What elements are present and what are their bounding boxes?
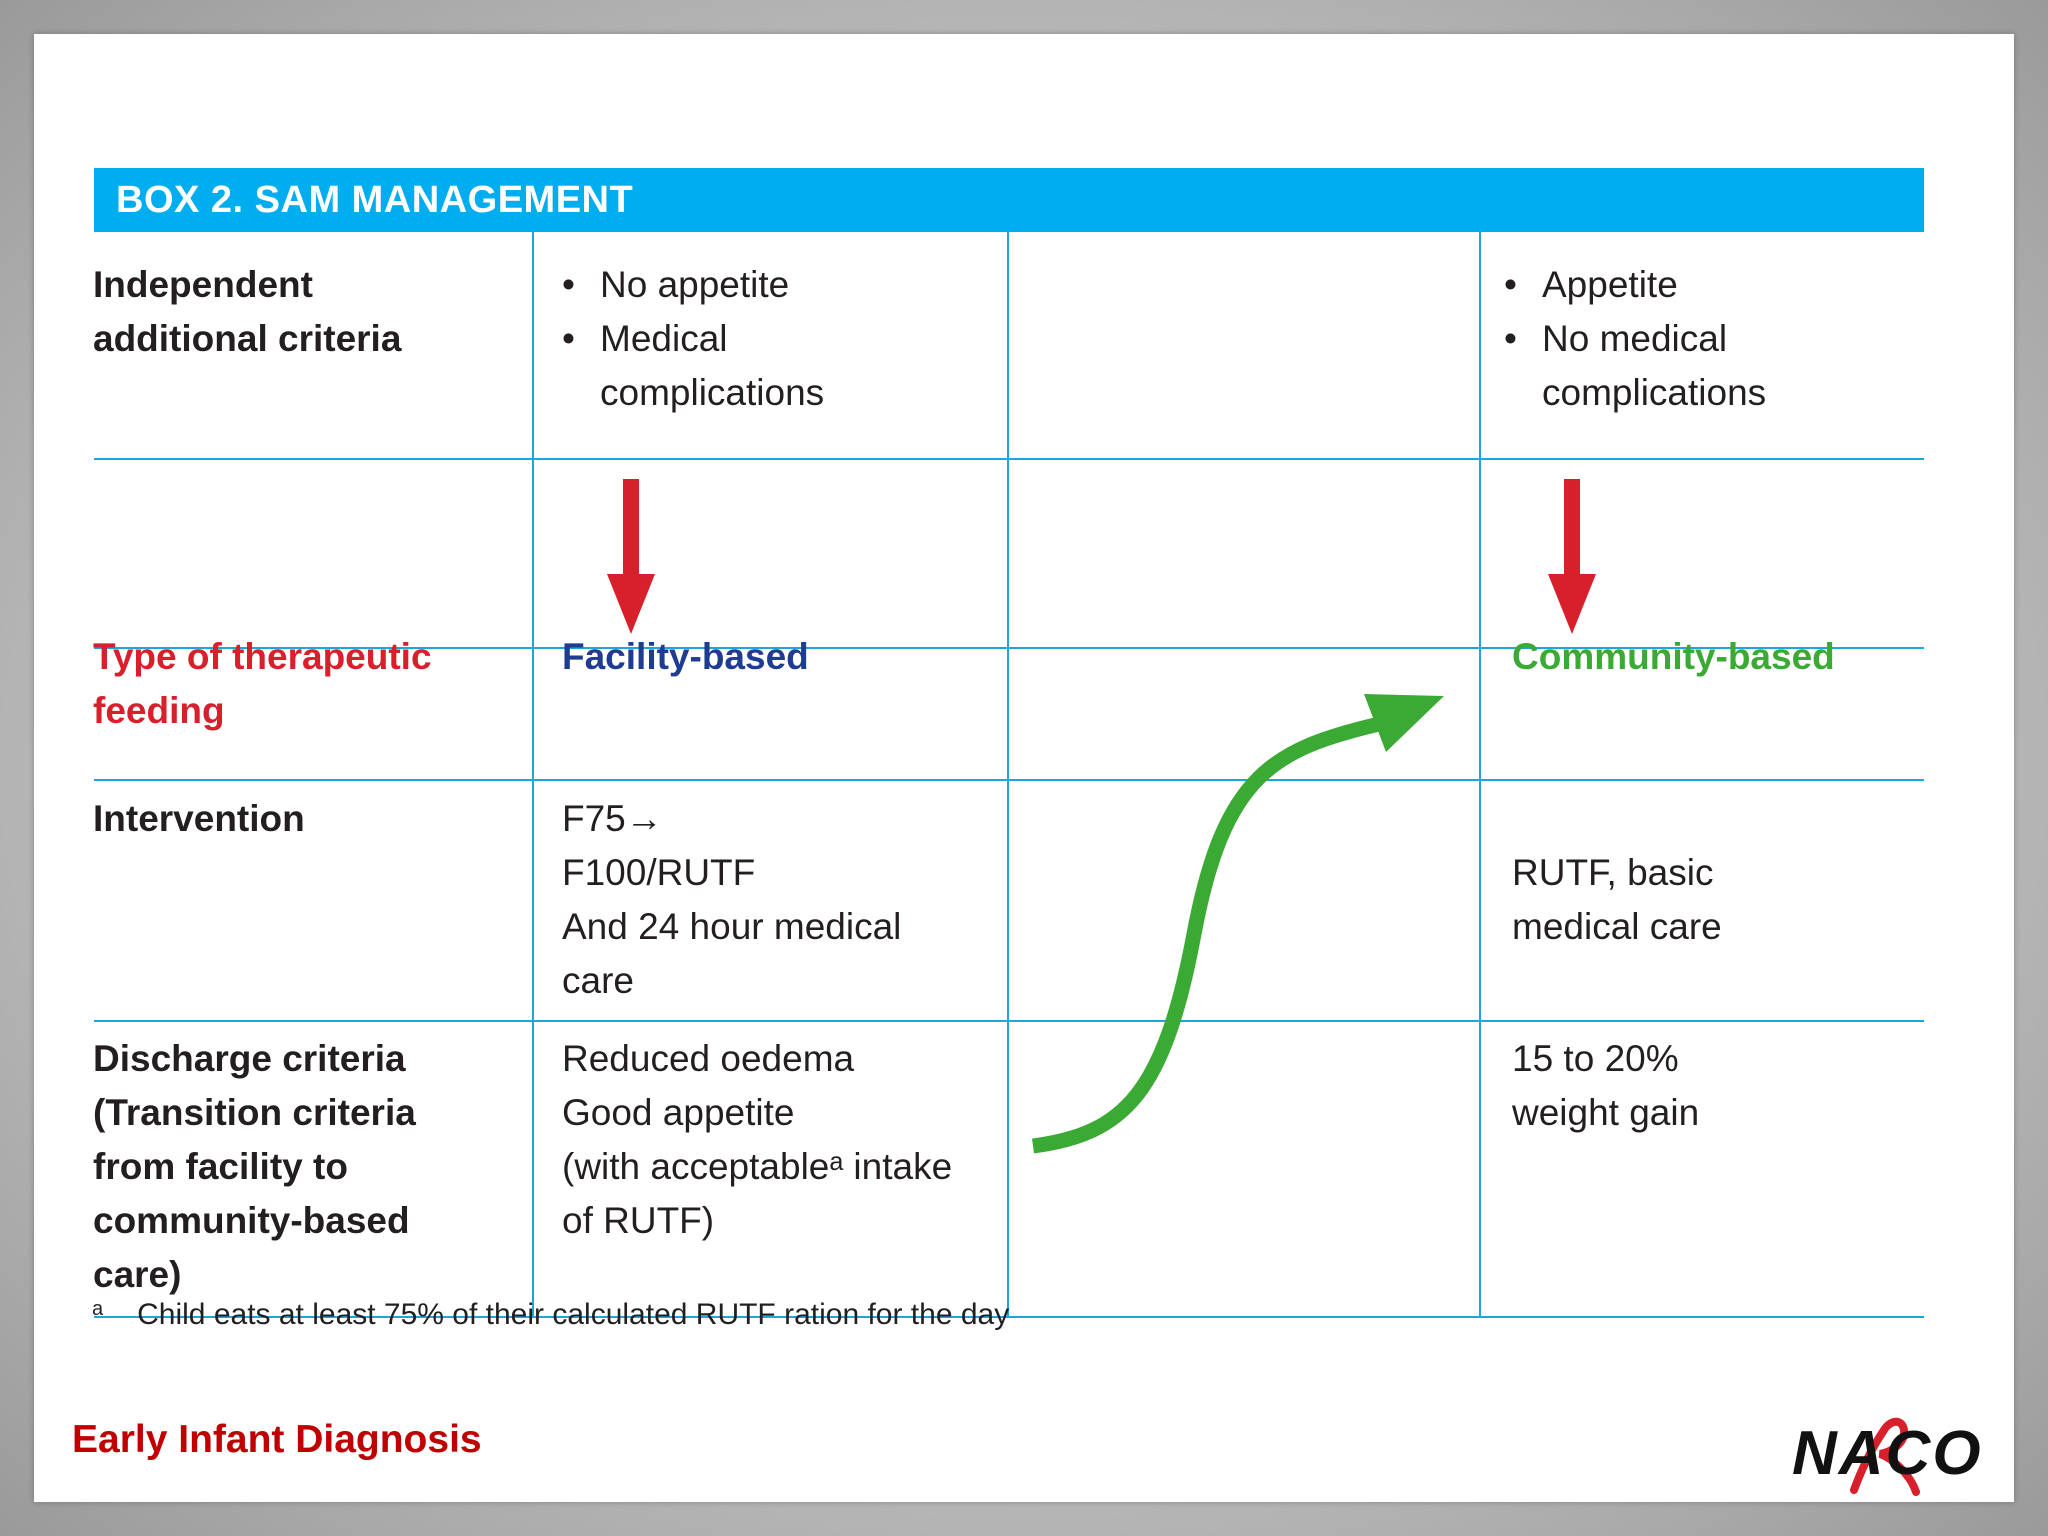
criteria-label: Independent additional criteria [93, 264, 402, 359]
community-intervention: RUTF, basic medical care [1512, 852, 1722, 947]
community-discharge: 15 to 20% weight gain [1512, 1038, 1700, 1133]
list-item: • Appetite [1504, 258, 1924, 312]
intervention-label: Intervention [93, 798, 305, 839]
slide [34, 34, 2014, 1502]
list-item: • No medical complications [1504, 312, 1872, 420]
logo-text: NACO [1792, 1419, 1983, 1488]
down-arrow-icon [607, 479, 655, 634]
curved-arrow-icon [1033, 694, 1444, 1146]
list-item: • Medical complications [562, 312, 900, 420]
footnote [92, 1298, 1009, 1332]
box-title: BOX 2. SAM MANAGEMENT [94, 168, 1924, 232]
naco-logo [1792, 1408, 1998, 1498]
list-item: • No appetite [562, 258, 982, 312]
facility-intervention: F75→ F100/RUTF And 24 hour medical care [562, 798, 902, 1001]
arrows-layer [34, 34, 2014, 1502]
down-arrow-icon [1548, 479, 1596, 634]
facility-based-label: Facility-based [562, 636, 809, 677]
facility-discharge: Reduced oedema Good appetite (with acceptableᵃ intake of RUTF) [562, 1038, 953, 1241]
community-based-label: Community-based [1512, 636, 1835, 677]
footer-title: Early Infant Diagnosis [72, 1418, 482, 1461]
feeding-type-label: Type of therapeutic feeding [93, 636, 432, 731]
footnote-text: Child eats at least 75% of their calculated RUTF ration for the day [137, 1298, 1010, 1331]
discharge-criteria-label: Discharge criteria (Transition criteria from facility to community-based care) [93, 1038, 416, 1295]
footnote-marker: a [92, 1298, 104, 1320]
